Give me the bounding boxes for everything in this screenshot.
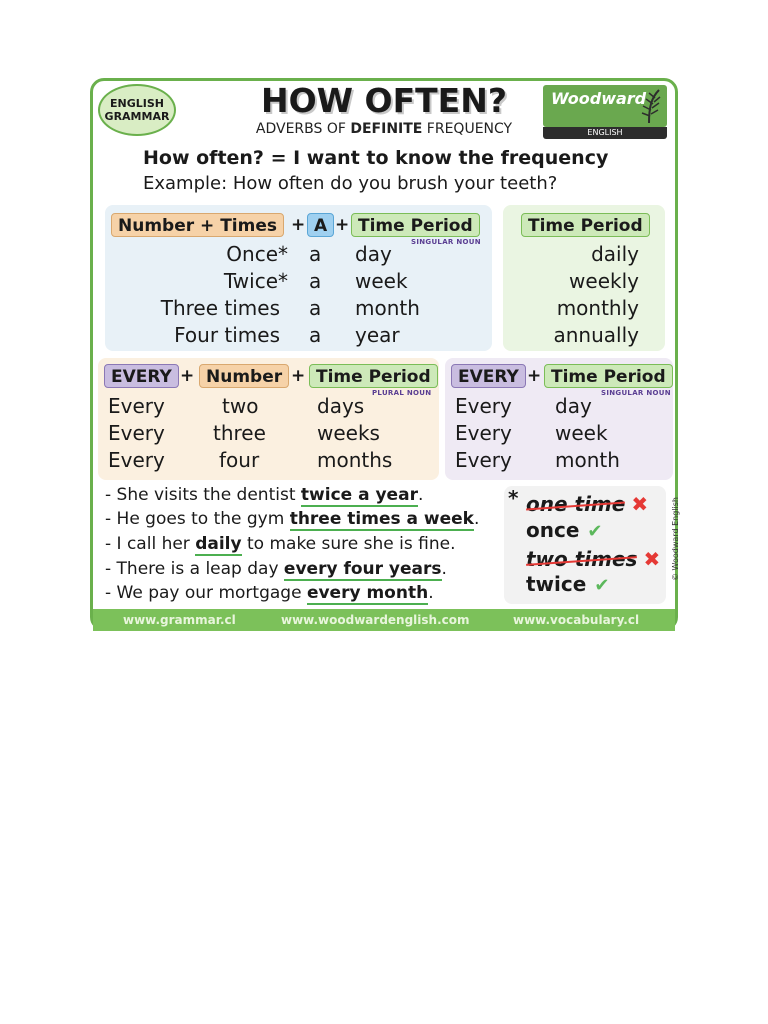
example-sentence bbox=[105, 485, 423, 505]
sentence-highlight: every month bbox=[306, 583, 429, 603]
count-twice: Twice* bbox=[223, 269, 288, 293]
chip-every: EVERY bbox=[104, 364, 179, 388]
chip-number-times: Number + Times bbox=[111, 213, 284, 237]
period-months: months bbox=[317, 448, 393, 472]
right-text: twice bbox=[526, 572, 587, 596]
chip-time-period: Time Period bbox=[351, 213, 480, 237]
sentence-text: - She visits the dentist bbox=[105, 485, 301, 505]
formula-panel-number-times bbox=[105, 205, 492, 351]
badge-line-2: GRAMMAR bbox=[104, 110, 170, 123]
example-sentence bbox=[105, 583, 434, 603]
period: day bbox=[355, 242, 392, 266]
check-icon: ✔ bbox=[587, 521, 603, 542]
chip-number: Number bbox=[199, 364, 289, 388]
article: a bbox=[309, 296, 322, 320]
plus-sign: + bbox=[527, 366, 542, 386]
period-week: week bbox=[555, 421, 608, 445]
every: Every bbox=[455, 394, 512, 418]
article: a bbox=[309, 323, 322, 347]
subtitle-bold: DEFINITE bbox=[350, 121, 423, 137]
right-once bbox=[526, 518, 603, 542]
sentence-text: . bbox=[417, 485, 424, 505]
number-two: two bbox=[222, 394, 259, 418]
sentence-text: - I call her bbox=[105, 534, 196, 554]
period-days: days bbox=[317, 394, 365, 418]
logo-subtext: ENGLISH bbox=[543, 127, 667, 139]
example-sentence bbox=[105, 534, 455, 554]
chip-time-period: Time Period bbox=[544, 364, 673, 388]
woodward-logo bbox=[543, 85, 667, 127]
plural-noun-tag: PLURAL NOUN bbox=[372, 389, 432, 397]
count-three-times: Three times bbox=[160, 296, 280, 320]
sentence-text: . bbox=[473, 509, 480, 529]
formula-panel-every-number bbox=[98, 358, 439, 480]
sentence-text: . bbox=[428, 583, 434, 603]
sentence-text: to make sure she is fine. bbox=[241, 534, 456, 554]
chip-a: A bbox=[307, 213, 334, 237]
right-twice bbox=[526, 572, 609, 596]
formula-panel-every bbox=[445, 358, 673, 480]
fern-icon bbox=[635, 88, 663, 124]
period: week bbox=[355, 269, 408, 293]
note-star: * bbox=[508, 486, 519, 510]
sentence-text: . bbox=[441, 559, 447, 579]
article: a bbox=[309, 242, 322, 266]
wrong-text: two times bbox=[526, 547, 638, 571]
infographic-card bbox=[90, 78, 678, 631]
footer-bar bbox=[93, 609, 675, 631]
chip-every: EVERY bbox=[451, 364, 526, 388]
singular-noun-tag: SINGULAR NOUN bbox=[411, 238, 481, 246]
badge-line-1: ENGLISH bbox=[110, 97, 164, 110]
sentence-text: - He goes to the gym bbox=[105, 509, 290, 529]
adverb-annually: annually bbox=[553, 323, 639, 347]
period-month: month bbox=[555, 448, 620, 472]
page-title: HOW OFTEN? bbox=[261, 81, 507, 120]
adverb-daily: daily bbox=[591, 242, 639, 266]
count-once: Once* bbox=[226, 242, 288, 266]
sentence-text: - We pay our mortgage bbox=[105, 583, 307, 603]
number-three: three bbox=[213, 421, 266, 445]
sentence-highlight: every four years bbox=[283, 559, 442, 579]
adverb-weekly: weekly bbox=[569, 269, 639, 293]
plus-sign: + bbox=[180, 366, 195, 386]
right-text: once bbox=[526, 518, 580, 542]
sentence-highlight: daily bbox=[195, 534, 242, 554]
every: Every bbox=[108, 448, 165, 472]
logo-text: Woodward bbox=[551, 89, 647, 108]
sentence-text: - There is a leap day bbox=[105, 559, 284, 579]
period: year bbox=[355, 323, 400, 347]
every: Every bbox=[455, 421, 512, 445]
wrong-text: one time bbox=[526, 492, 626, 516]
example-sentence bbox=[105, 509, 479, 529]
plus-sign: + bbox=[335, 215, 350, 235]
period-weeks: weeks bbox=[317, 421, 380, 445]
copyright: © Woodward English bbox=[671, 497, 680, 581]
period-day: day bbox=[555, 394, 592, 418]
singular-noun-tag: SINGULAR NOUN bbox=[601, 389, 671, 397]
number-four: four bbox=[219, 448, 260, 472]
sentence-highlight: three times a week bbox=[289, 509, 474, 529]
intro-question: How often? = I want to know the frequency bbox=[143, 147, 609, 169]
sentence-highlight: twice a year bbox=[300, 485, 418, 505]
footer-link-woodward[interactable]: www.woodwardenglish.com bbox=[281, 613, 470, 627]
wrong-two-times bbox=[526, 547, 660, 571]
check-icon: ✔ bbox=[594, 575, 610, 596]
adverb-monthly: monthly bbox=[556, 296, 639, 320]
example-sentence bbox=[105, 559, 447, 579]
period: month bbox=[355, 296, 420, 320]
cross-icon: ✖ bbox=[643, 547, 661, 571]
wrong-one-time bbox=[526, 492, 648, 516]
cross-icon: ✖ bbox=[631, 492, 649, 516]
plus-sign: + bbox=[291, 215, 306, 235]
chip-time-period: Time Period bbox=[521, 213, 650, 237]
intro-example: Example: How often do you brush your teeth? bbox=[143, 173, 558, 194]
article: a bbox=[309, 269, 322, 293]
every: Every bbox=[108, 394, 165, 418]
every: Every bbox=[108, 421, 165, 445]
footer-link-vocabulary[interactable]: www.vocabulary.cl bbox=[513, 613, 640, 627]
chip-time-period: Time Period bbox=[309, 364, 438, 388]
subtitle-post: FREQUENCY bbox=[422, 121, 513, 137]
count-four-times: Four times bbox=[174, 323, 280, 347]
plus-sign: + bbox=[291, 366, 306, 386]
every: Every bbox=[455, 448, 512, 472]
footer-link-grammar[interactable]: www.grammar.cl bbox=[123, 613, 236, 627]
subtitle-pre: ADVERBS OF bbox=[255, 121, 351, 137]
formula-panel-adverbs bbox=[503, 205, 665, 351]
note-box bbox=[504, 486, 666, 604]
